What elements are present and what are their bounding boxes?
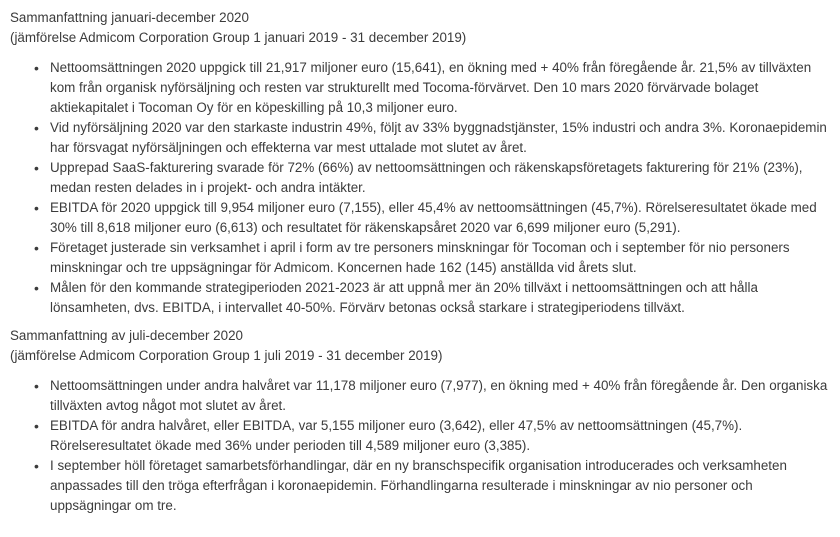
list-item: • Nettoomsättningen under andra halvåret var 11,178 miljoner euro (7,977), en ökning med + 40% från föregående år. Den organiska tillväxten avtog något mot slutet av året. [36, 376, 830, 416]
bullet-list [10, 58, 830, 318]
summary-second-half [10, 326, 830, 516]
list-item: • Företaget justerade sin verksamhet i april i form av tre personers minskningar för Tocoman och i september för nio personers minskningar och tre uppsägningar för Admicom. Koncernen hade 162 (145) anställda vid årets slut. [36, 238, 830, 278]
section-subtitle: (jämförelse Admicom Corporation Group 1 januari 2019 - 31 december 2019) [10, 30, 467, 45]
section-subtitle: (jämförelse Admicom Corporation Group 1 juli 2019 - 31 december 2019) [10, 348, 443, 363]
list-item: • EBITDA för andra halvåret, eller EBITDA, var 5,155 miljoner euro (3,642), eller 47,5% av nettoomsättningen (45,7%). Rörelseresultatet ökade med 36% under perioden till 4,589 miljoner euro (3,385). [36, 416, 830, 456]
list-item: • Nettoomsättningen 2020 uppgick till 21,917 miljoner euro (15,641), en ökning med + 40% från föregående år. 21,5% av tillväxten kom från organisk nyförsäljning och resten var strukturellt med Tocoma-förvärvet. Den 10 mars 2020 förvärvade bolaget aktiekapitalet i Tocoman Oy för en köpeskilling på 10,3 miljoner euro. [36, 58, 830, 118]
list-item: • I september höll företaget samarbetsförhandlingar, där en ny branschspecifik organisation introducerades och verksamheten anpassades till den tröga efterfrågan i koronaepidemin. Förhandlingarna resulterade i minskningar av nio personer och uppsägningar om tre. [36, 456, 830, 516]
list-item: • Vid nyförsäljning 2020 var den starkaste industrin 49%, följt av 33% byggnadstjänster, 15% industri och andra 3%. Koronaepidemin har försvagat nyförsäljningen och effekterna var mest uttalade mot slutet av året. [36, 118, 830, 158]
section-title: Sammanfattning av juli-december 2020 [10, 328, 243, 343]
list-item: • Målen för den kommande strategiperioden 2021-2023 är att uppnå mer än 20% tillväxt i nettoomsättningen och att hålla lönsamheten, dvs. EBITDA, i intervallet 40-50%. Förvärv betonas också starkare i strategiperiodens tillväxt. [36, 278, 830, 318]
list-item: • EBITDA för 2020 uppgick till 9,954 miljoner euro (7,155), eller 45,4% av nettoomsättningen (45,7%). Rörelseresultatet ökade med 30% till 8,618 miljoner euro (6,613) och resultatet för räkenskapsåret 2020 var 6,699 miljoner euro (5,291). [36, 198, 830, 238]
bullet-list [10, 376, 830, 516]
section-title: Sammanfattning januari-december 2020 [10, 10, 249, 25]
list-item: • Upprepad SaaS-fakturering svarade för 72% (66%) av nettoomsättningen och räkenskapsföretagets fakturering för 21% (23%), medan resten delades in i projekt- och andra intäkter. [36, 158, 830, 198]
summary-full-year [10, 8, 830, 318]
